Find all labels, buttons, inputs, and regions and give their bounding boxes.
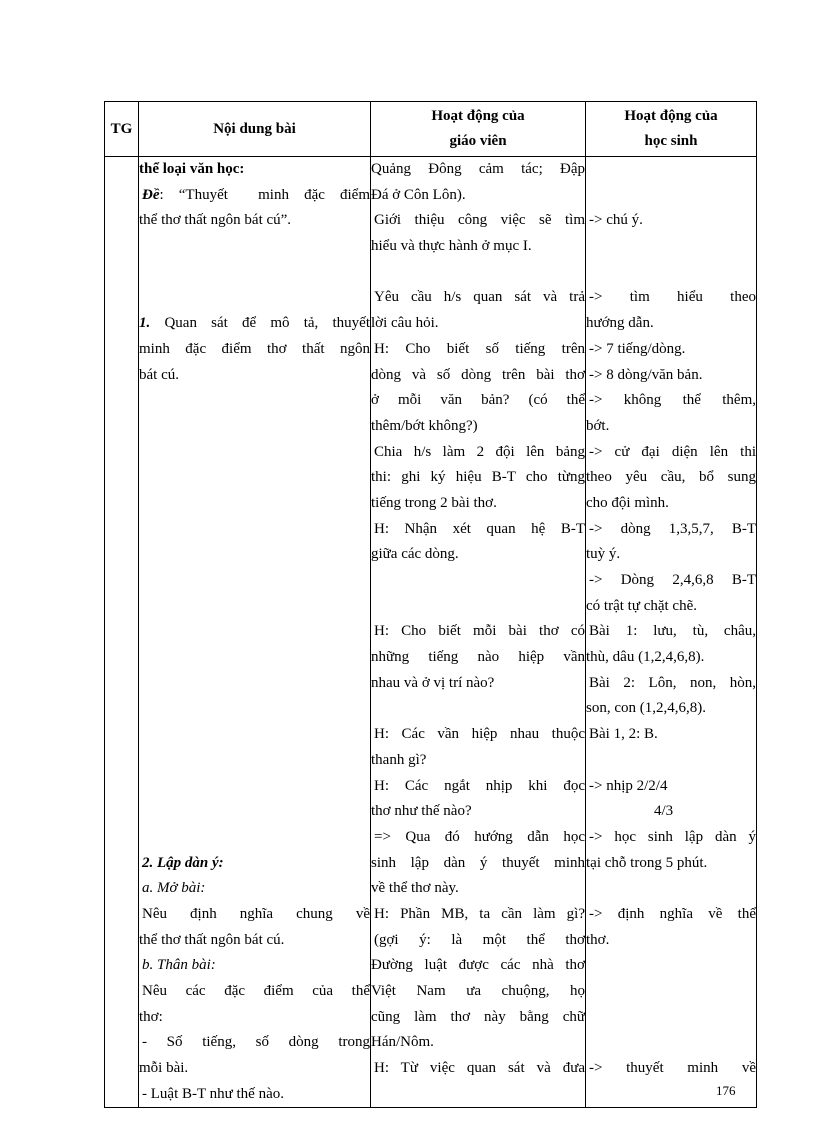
- noi-dung-line: thể loại văn học:: [139, 161, 245, 177]
- header-hs-line1: Hoạt động của: [624, 108, 718, 124]
- giao-vien-line: H: Cho biết số tiếng trên: [374, 340, 585, 357]
- noi-dung-line: 2. Lập dàn ý:: [142, 854, 224, 871]
- hoc-sinh-line: [586, 183, 756, 209]
- hoc-sinh-line: [586, 1005, 756, 1031]
- hoc-sinh-line: thù, dâu (1,2,4,6,8).: [586, 649, 705, 666]
- noi-dung-line: [139, 260, 370, 286]
- table-header-row: [105, 102, 757, 157]
- giao-vien-line: thanh gì?: [371, 751, 427, 768]
- noi-dung-line: [139, 414, 370, 440]
- hoc-sinh-line: -> học sinh lập dàn ý: [589, 828, 756, 845]
- noi-dung-line: Nêu các đặc điểm của thể: [142, 983, 370, 999]
- noi-dung-line: [139, 465, 370, 491]
- giao-vien-line: Hán/Nôm.: [371, 1034, 434, 1051]
- giao-vien-line: giữa các dòng.: [371, 546, 459, 563]
- noi-dung-line: [139, 542, 370, 568]
- noi-dung-line: a. Mở bài:: [142, 880, 206, 897]
- giao-vien-line: thi: ghi ký hiệu B-T cho từng: [371, 469, 585, 486]
- hoc-sinh-cell: [586, 157, 757, 1108]
- giao-vien-line: cũng làm thơ này bằng chữ: [371, 1008, 585, 1025]
- hoc-sinh-line: hướng dẫn.: [586, 315, 654, 332]
- hoc-sinh-line: Bài 1, 2: B.: [589, 726, 658, 743]
- hoc-sinh-line: Bài 2: Lôn, non, hòn,: [589, 674, 756, 691]
- noi-dung-line: [139, 799, 370, 825]
- giao-vien-line: H: Từ việc quan sát và đưa: [374, 1060, 585, 1077]
- hoc-sinh-line: -> tìm hiểu theo: [589, 289, 756, 306]
- giao-vien-line: về thể thơ này.: [371, 880, 459, 897]
- hoc-sinh-line: [586, 260, 756, 286]
- hoc-sinh-line: -> Dòng 2,4,6,8 B-T: [589, 572, 756, 588]
- giao-vien-line: H: Các vần hiệp nhau thuộc: [374, 726, 585, 743]
- giao-vien-line: Quảng Đông cảm tác; Đập: [371, 161, 585, 177]
- noi-dung-line: thể thơ thất ngôn bát cú.: [139, 931, 285, 948]
- giao-vien-line: [371, 260, 585, 286]
- hoc-sinh-line: [586, 157, 756, 183]
- noi-dung-line: [139, 440, 370, 466]
- hoc-sinh-line: [586, 234, 756, 260]
- giao-vien-line: Đường luật được các nhà thơ: [371, 957, 585, 974]
- hoc-sinh-line: theo yêu cầu, bổ sung: [586, 469, 756, 486]
- hoc-sinh-line: có trật tự chặt chẽ.: [586, 597, 697, 614]
- hoc-sinh-line: son, con (1,2,4,6,8).: [586, 700, 706, 717]
- hoc-sinh-line: [586, 876, 756, 902]
- noi-dung-line: b. Thân bài:: [142, 957, 216, 974]
- hoc-sinh-line: Bài 1: lưu, tù, châu,: [589, 623, 756, 640]
- hoc-sinh-line: 4/3: [654, 803, 674, 820]
- noi-dung-line: [139, 234, 370, 260]
- noi-dung-line: [139, 594, 370, 620]
- noi-dung-line: [139, 517, 370, 543]
- header-gv-line1: Hoạt động của: [431, 108, 525, 124]
- noi-dung-line: Nêu định nghĩa chung về: [142, 905, 370, 922]
- noi-dung-line: Đề: “Thuyết minh đặc điểm: [142, 186, 370, 203]
- giao-vien-line: [371, 594, 585, 620]
- hoc-sinh-line: -> dòng 1,3,5,7, B-T: [589, 520, 756, 537]
- header-noi-dung: Nội dung bài: [139, 102, 371, 157]
- hoc-sinh-line: tuỳ ý.: [586, 546, 621, 563]
- noi-dung-line: [139, 568, 370, 594]
- header-gv-line2: giáo viên: [449, 133, 507, 149]
- noi-dung-line: thơ:: [139, 1008, 163, 1025]
- hoc-sinh-line: -> nhịp 2/2/4: [589, 777, 668, 794]
- hoc-sinh-line: -> thuyết minh về: [589, 1060, 756, 1077]
- lesson-plan-table: [104, 101, 757, 1108]
- giao-vien-line: (gợi ý: là một thể thơ: [374, 931, 585, 948]
- giao-vien-cell: [371, 157, 586, 1108]
- noi-dung-line: 1. Quan sát để mô tả, thuyết: [139, 315, 370, 332]
- page-number: 176: [716, 1083, 736, 1098]
- hoc-sinh-line: cho đội mình.: [586, 494, 669, 511]
- giao-vien-line: tiếng trong 2 bài thơ.: [371, 494, 497, 511]
- noi-dung-line: - Số tiếng, số dòng trong: [142, 1034, 370, 1051]
- giao-vien-line: Chia h/s làm 2 đội lên bảng: [374, 443, 585, 460]
- hoc-sinh-line: -> không thể thêm,: [589, 392, 756, 409]
- giao-vien-line: H: Phần MB, ta cần làm gì?: [374, 905, 585, 922]
- hoc-sinh-line: [586, 953, 756, 979]
- noi-dung-line: thể thơ thất ngôn bát cú”.: [139, 212, 292, 229]
- noi-dung-line: mỗi bài.: [139, 1060, 189, 1077]
- giao-vien-line: lời câu hỏi.: [371, 315, 439, 332]
- noi-dung-line: [139, 722, 370, 748]
- giao-vien-line: sinh lập dàn ý thuyết minh: [371, 854, 585, 871]
- giao-vien-line: Giới thiệu công việc sẽ tìm: [374, 212, 585, 229]
- giao-vien-line: => Qua đó hướng dẫn học: [374, 828, 585, 845]
- giao-vien-line: nhau và ở vị trí nào?: [371, 674, 495, 691]
- noi-dung-line: bát cú.: [139, 366, 179, 383]
- noi-dung-line: [139, 388, 370, 414]
- hoc-sinh-line: [586, 748, 756, 774]
- giao-vien-line: Yêu cầu h/s quan sát và trả: [374, 289, 585, 306]
- hoc-sinh-line: -> 8 dòng/văn bản.: [589, 366, 703, 383]
- noi-dung-line: - Luật B-T như thế nào.: [142, 1085, 284, 1102]
- hoc-sinh-line: [586, 1030, 756, 1056]
- noi-dung-cell: [139, 157, 371, 1108]
- header-giao-vien: [371, 102, 586, 157]
- noi-dung-line: [139, 696, 370, 722]
- giao-vien-line: H: Các ngắt nhịp khi đọc: [374, 777, 585, 794]
- tg-cell: [105, 157, 139, 1108]
- noi-dung-line: [139, 491, 370, 517]
- giao-vien-line: thơ như thế nào?: [371, 803, 472, 820]
- noi-dung-line: [139, 748, 370, 774]
- giao-vien-line: [371, 568, 585, 594]
- hoc-sinh-line: -> cử đại diện lên thi: [589, 443, 756, 460]
- hoc-sinh-line: [586, 979, 756, 1005]
- noi-dung-line: [139, 671, 370, 697]
- giao-vien-line: H: Nhận xét quan hệ B-T: [374, 520, 585, 537]
- header-hs-line2: học sinh: [644, 133, 698, 149]
- hoc-sinh-line: -> định nghĩa về thể: [589, 905, 756, 922]
- noi-dung-line: minh đặc điểm thơ thất ngôn: [139, 340, 370, 357]
- header-tg: TG: [105, 102, 139, 157]
- giao-vien-line: hiểu và thực hành ở mục I.: [371, 238, 532, 255]
- giao-vien-line: thêm/bớt không?): [371, 417, 478, 434]
- hoc-sinh-line: -> 7 tiếng/dòng.: [589, 340, 686, 357]
- hoc-sinh-line: -> chú ý.: [589, 212, 643, 229]
- giao-vien-line: dòng và số dòng trên bài thơ: [371, 366, 585, 383]
- giao-vien-line: Đá ở Côn Lôn).: [371, 186, 466, 203]
- noi-dung-line: [139, 619, 370, 645]
- giao-vien-line: những tiếng nào hiệp vần: [371, 649, 585, 666]
- giao-vien-line: Việt Nam ưa chuộng, họ: [371, 983, 585, 999]
- header-hoc-sinh: [586, 102, 757, 157]
- table-body-row: [105, 157, 757, 1108]
- noi-dung-line: [139, 285, 370, 311]
- noi-dung-line: [139, 645, 370, 671]
- giao-vien-line: [371, 696, 585, 722]
- giao-vien-line: H: Cho biết mỗi bài thơ có: [374, 623, 585, 640]
- noi-dung-line: [139, 774, 370, 800]
- noi-dung-line: [139, 825, 370, 851]
- hoc-sinh-line: bớt.: [586, 417, 610, 434]
- giao-vien-line: ở mỗi văn bản? (có thể: [371, 392, 585, 409]
- hoc-sinh-line: thơ.: [586, 931, 610, 948]
- hoc-sinh-line: tại chỗ trong 5 phút.: [586, 854, 708, 871]
